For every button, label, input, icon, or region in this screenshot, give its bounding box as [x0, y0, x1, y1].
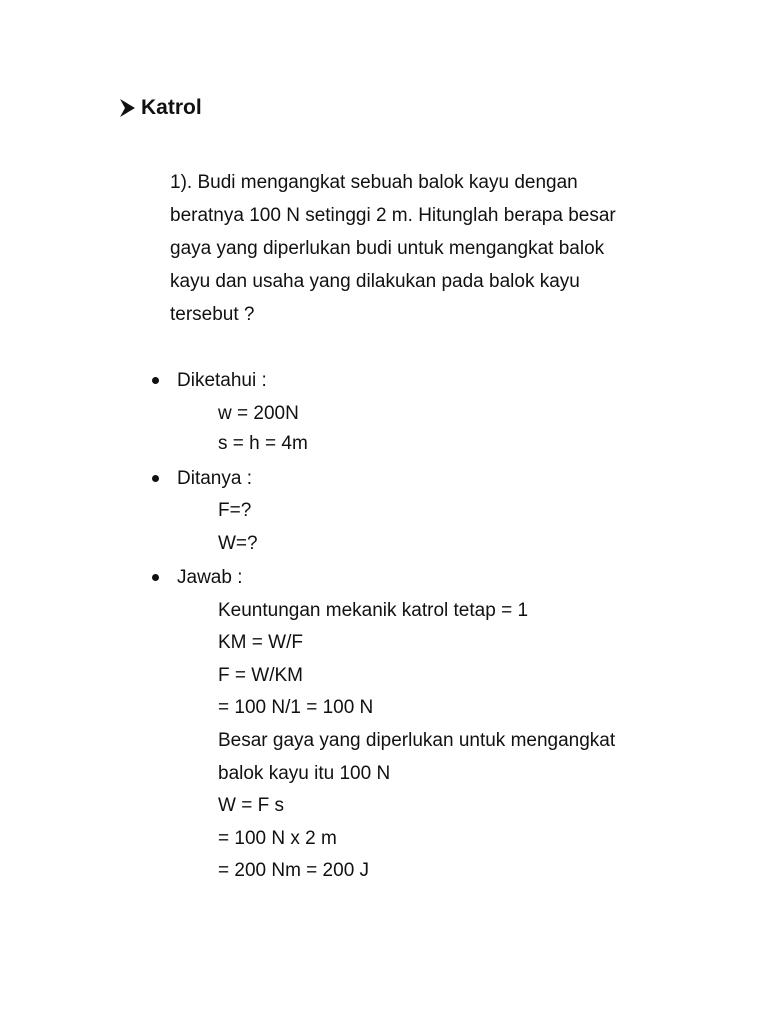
jawab-bullet: [150, 561, 242, 594]
bullet-icon: [152, 377, 159, 384]
jawab-line: = 200 Nm = 200 J: [218, 860, 370, 881]
jawab-line: = 100 N x 2 m: [218, 828, 337, 849]
jawab-line: Keuntungan mekanik katrol tetap = 1: [218, 600, 529, 621]
question-line: beratnya 100 N setinggi 2 m. Hitunglah berapa besar: [170, 205, 616, 226]
heading-title: Katrol: [141, 96, 202, 119]
bullet-icon: [152, 574, 159, 581]
jawab-line: KM = W/F: [218, 632, 303, 653]
diketahui-label: Diketahui :: [177, 370, 267, 391]
ditanya-bullet: [150, 462, 252, 495]
arrow-right-icon: [117, 97, 137, 119]
jawab-line: = 100 N/1 = 100 N: [218, 697, 374, 718]
question-line: gaya yang diperlukan budi untuk mengangkat balok: [170, 238, 605, 259]
diketahui-bullet: [150, 364, 267, 397]
question-line: 1). Budi mengangkat sebuah balok kayu dengan: [170, 172, 578, 193]
ditanya-label: Ditanya :: [177, 468, 252, 489]
section-heading: [117, 93, 202, 123]
ditanya-line: W=?: [218, 533, 258, 554]
jawab-line: F = W/KM: [218, 665, 303, 686]
diketahui-line: s = h = 4m: [218, 433, 308, 454]
question-line: kayu dan usaha yang dilakukan pada balok kayu: [170, 271, 580, 292]
jawab-line: W = F s: [218, 795, 284, 816]
jawab-line: Besar gaya yang diperlukan untuk mengangkat: [218, 730, 616, 751]
bullet-icon: [152, 475, 159, 482]
diketahui-line: w = 200N: [218, 403, 299, 424]
question-text: [170, 166, 690, 331]
question-line: tersebut ?: [170, 304, 255, 325]
jawab-line: balok kayu itu 100 N: [218, 763, 391, 784]
ditanya-line: F=?: [218, 500, 252, 521]
jawab-label: Jawab :: [177, 567, 243, 588]
